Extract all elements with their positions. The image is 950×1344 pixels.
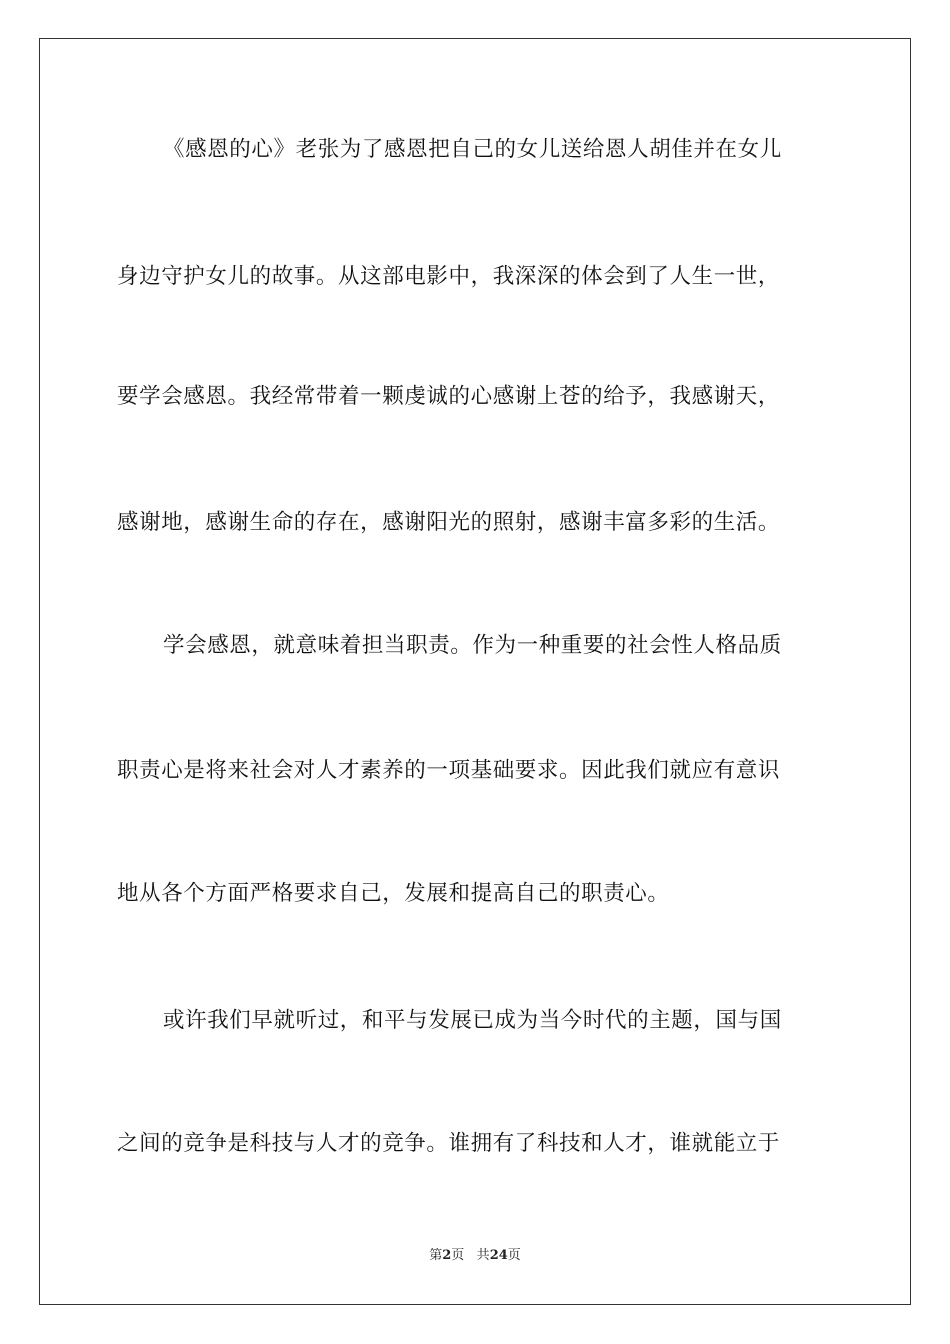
paragraph-2-line-3: 地从各个方面严格要求自己，发展和提高自己的职责心。 [117, 881, 670, 906]
paragraph-3-line-2: 之间的竞争是科技与人才的竞争。谁拥有了科技和人才，谁就能立于 [117, 1131, 781, 1156]
paragraph-1-line-1: 《感恩的心》老张为了感恩把自己的女儿送给恩人胡佳并在女儿 [163, 137, 782, 162]
paragraph-1-line-3: 要学会感恩。我经常带着一颗虔诚的心感谢上苍的给予，我感谢天， [117, 384, 781, 409]
paragraph-3-line-1: 或许我们早就听过，和平与发展已成为当今时代的主题，国与国 [163, 1008, 782, 1033]
total-pages-suffix: 页 [507, 1248, 521, 1263]
page-number: 2 [442, 1248, 452, 1263]
page-footer [0, 1244, 950, 1263]
paragraph-2-line-1: 学会感恩，就意味着担当职责。作为一种重要的社会性人格品质 [163, 633, 782, 658]
page-number-suffix: 页 [451, 1248, 465, 1263]
paragraph-1-line-4: 感谢地，感谢生命的存在，感谢阳光的照射，感谢丰富多彩的生活。 [117, 510, 781, 535]
total-pages: 24 [489, 1248, 508, 1263]
page-border [39, 38, 911, 1305]
paragraph-2-line-2: 职责心是将来社会对人才素养的一项基础要求。因此我们就应有意识 [117, 758, 781, 783]
paragraph-1-line-2: 身边守护女儿的故事。从这部电影中，我深深的体会到了人生一世， [117, 264, 781, 289]
page-number-prefix: 第 [429, 1248, 443, 1263]
total-pages-prefix: 共 [476, 1248, 490, 1263]
